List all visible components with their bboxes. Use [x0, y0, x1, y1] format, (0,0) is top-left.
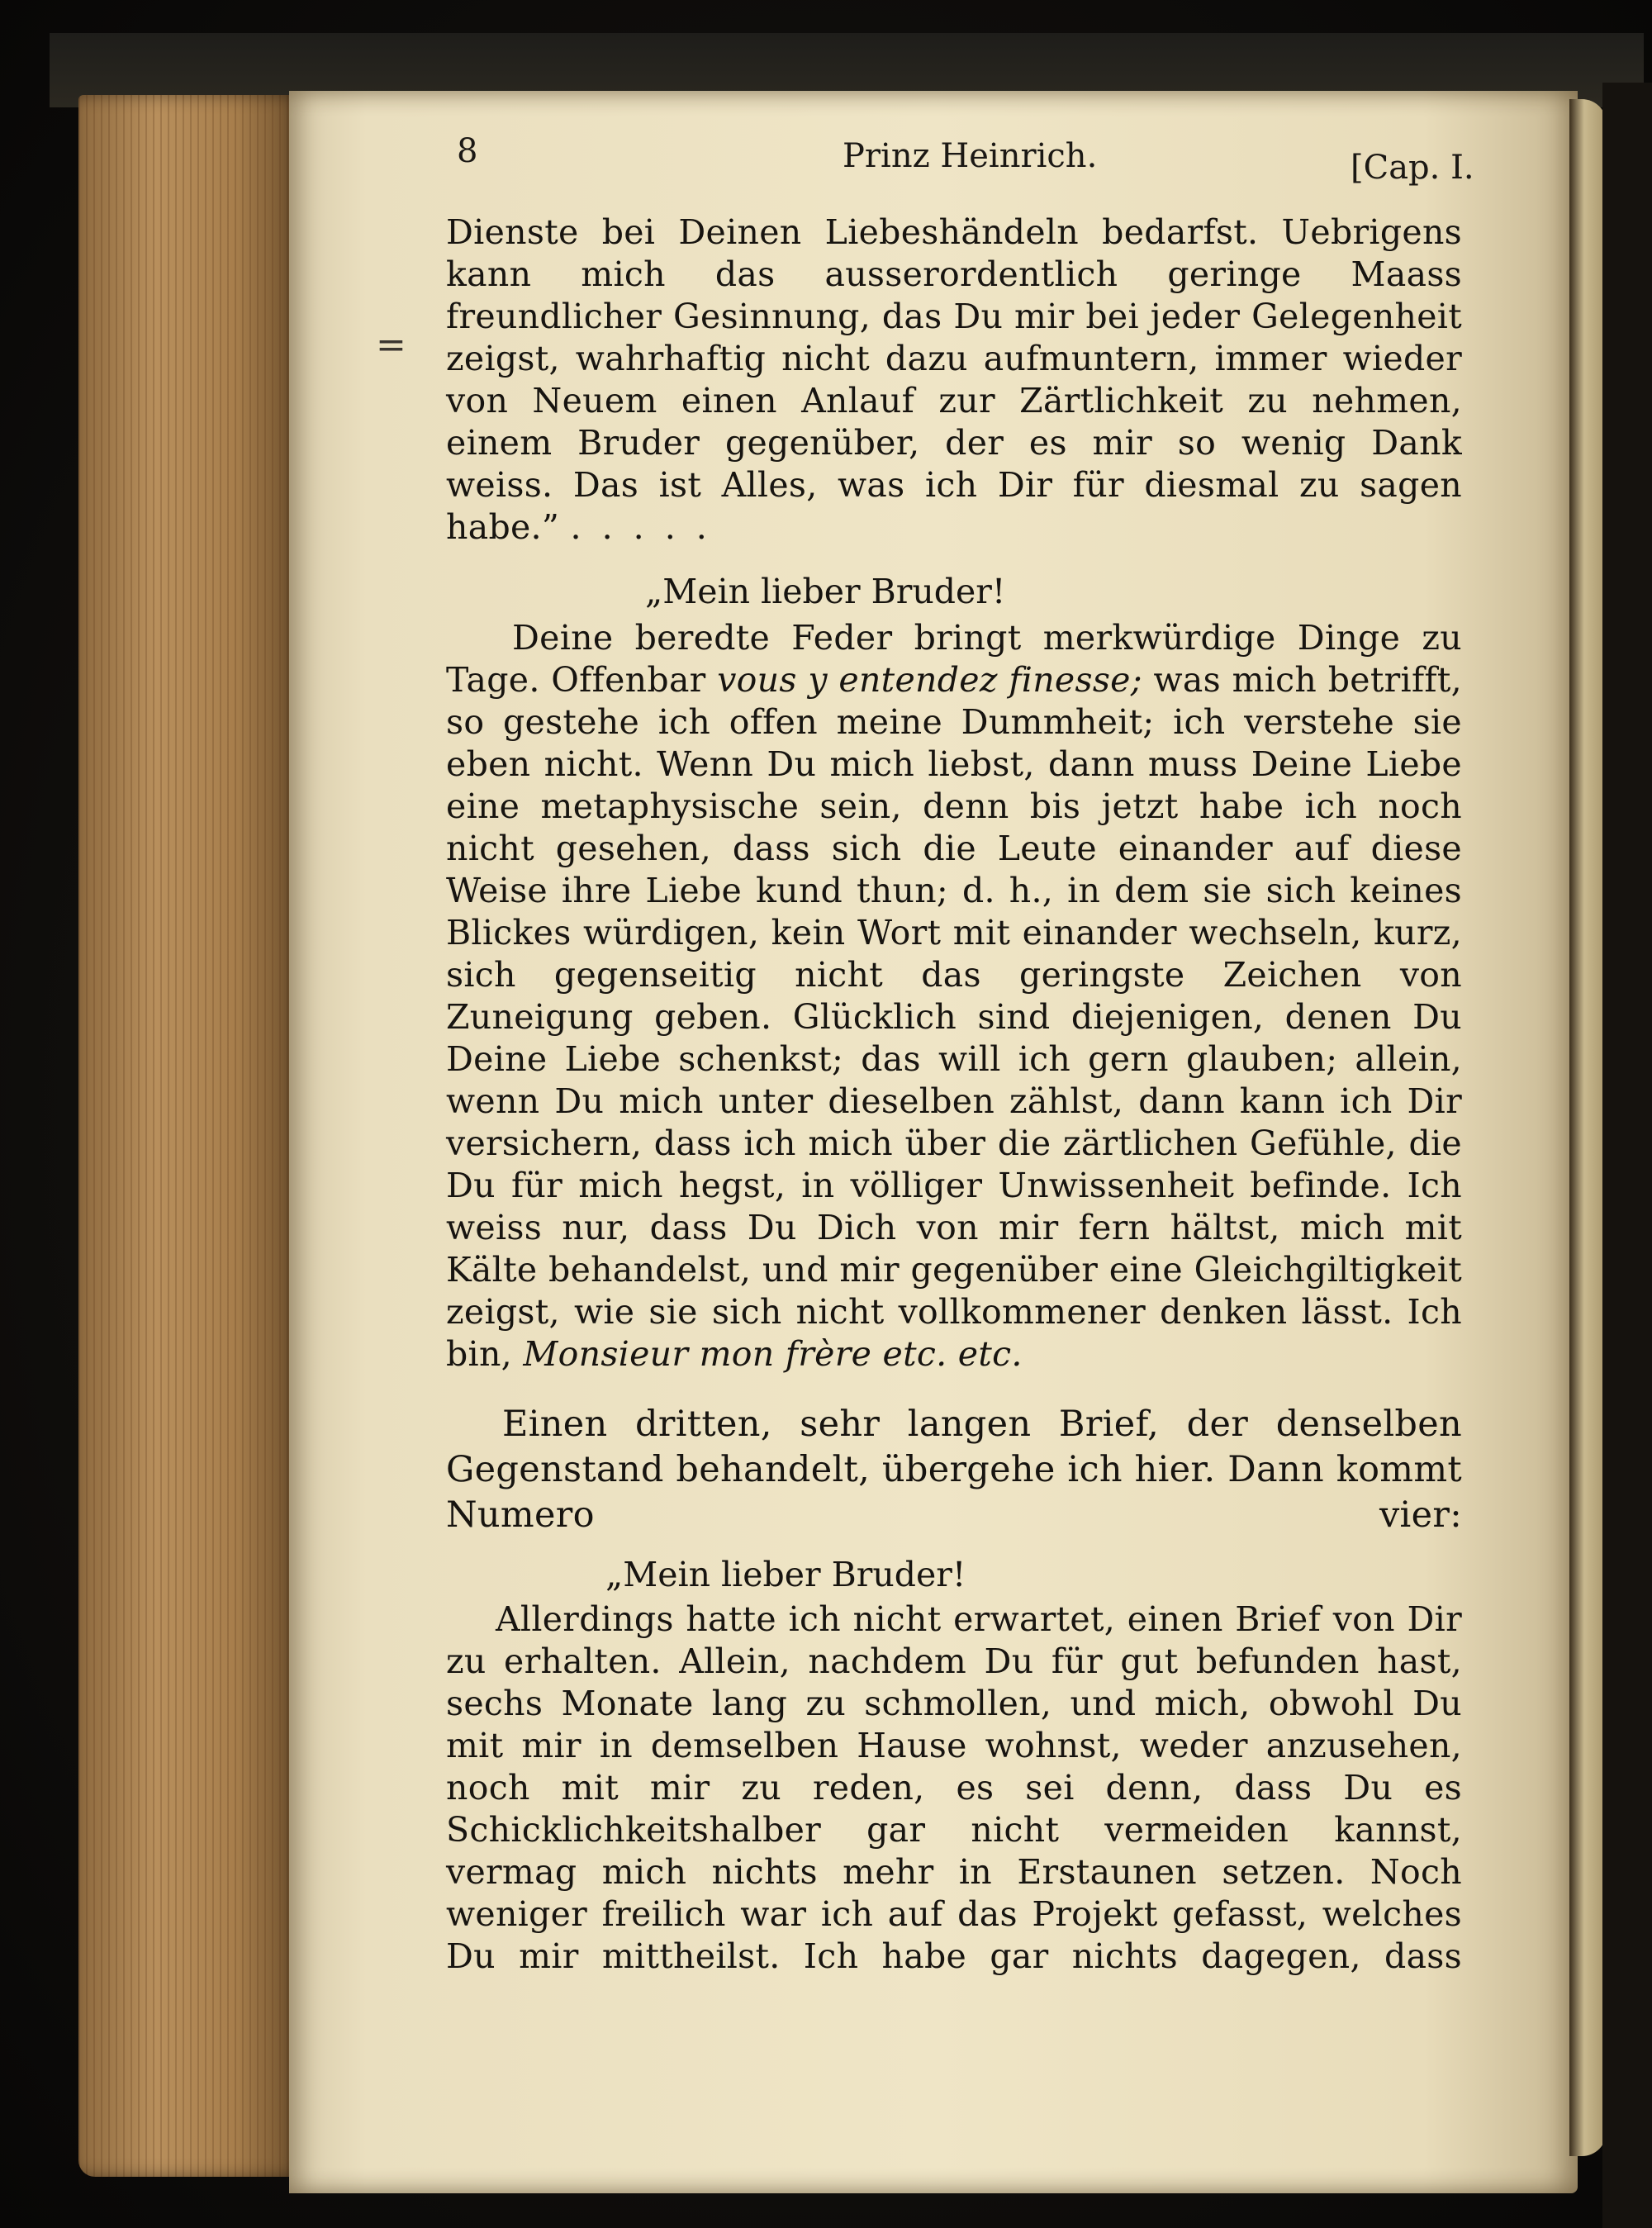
book-fore-edge	[78, 95, 301, 2177]
letter-greeting: „Mein lieber Bruder!	[605, 1555, 966, 1594]
ellipsis-dots: . . . . .	[570, 507, 712, 547]
page-number: 8	[457, 132, 478, 170]
paragraph-text: was mich betrifft, so gestehe ich offen meine Dummheit; ich verstehe sie eben nicht. Wenn Du mich liebst, dann muss Deine Liebe eine metaphysische sein, denn bis jetzt habe ich noch nicht gesehen, dass sich die Leute einander auf diese Weise ihre Liebe kund thun; d. h., in dem sie sich keines Blickes würdigen, kein Wort mit einander wechseln, kurz, sich gegenseitig nicht das geringste Zeichen von Zuneigung geben. Glücklich sind diejenigen, denen Du Deine Liebe schenkst; das will ich gern glauben; allein, wenn Du mich unter dieselben zählst, dann kann ich Dir versichern, dass ich mich über die zärtlichen Gefühle, die Du für mich hegst, in völliger Unwissenheit befinde. Ich weiss nur, dass Du Dich von mir fern hältst, mich mit Kälte behandelst, und mir gegenüber eine Gleichgiltigkeit zeigst, wie sie sich nicht vollkommener denken lässt. Ich bin,	[446, 660, 1463, 1374]
running-header	[0, 132, 1652, 187]
letter-continuation-paragraph	[446, 211, 1462, 549]
letter-greeting: „Mein lieber Bruder!	[645, 572, 1006, 611]
letter-body-paragraph	[446, 617, 1462, 1375]
italic-closing: Monsieur mon frère etc. etc.	[523, 1334, 1023, 1374]
chapter-label: [Cap. I.	[1351, 149, 1474, 187]
paragraph-text: Deine beredte Feder bringt merkwürdige Dinge zu Tage. Offenbar	[446, 618, 1462, 700]
letter-body-paragraph: Allerdings hatte ich nicht erwartet, einen Brief von Dir zu erhalten. Allein, nachdem Du für gut befunden hast, sechs Monate lang zu schmollen, und mich, obwohl Du mit mir in demselben Hause wohnst, weder anzusehen, noch mit mir zu reden, es sei denn, dass Du es Schicklichkeitshalber gar nicht vermeiden kannst, vermag mich nichts mehr in Erstaunen setzen. Noch weniger freilich war ich auf das Projekt gefasst, welches Du mir mittheilst. Ich habe gar nichts dagegen, dass	[446, 1599, 1462, 1976]
spine-strip	[1602, 83, 1652, 2228]
running-title: Prinz Heinrich.	[843, 137, 1098, 175]
margin-pencil-mark: =	[376, 324, 406, 366]
right-page-edge	[1569, 99, 1607, 2156]
paragraph-text: Dienste bei Deinen Liebeshändeln bedarfst. Uebrigens kann mich das ausserordentlich geringe Maass freundlicher Gesinnung, das Du mir bei jeder Gelegenheit zeigst, wahrhaftig nicht dazu aufmuntern, immer wieder von Neuem einen Anlauf zur Zärtlichkeit zu nehmen, einem Bruder gegenüber, der es mir so wenig Dank weiss. Das ist Alles, was ich Dir für diesmal zu sagen habe.”	[446, 212, 1462, 547]
italic-phrase: vous y entendez finesse;	[717, 660, 1142, 700]
narrative-paragraph: Einen dritten, sehr langen Brief, der denselben Gegenstand behandelt, übergehe ich hier. Dann kommt Numero vier:	[446, 1404, 1462, 1536]
